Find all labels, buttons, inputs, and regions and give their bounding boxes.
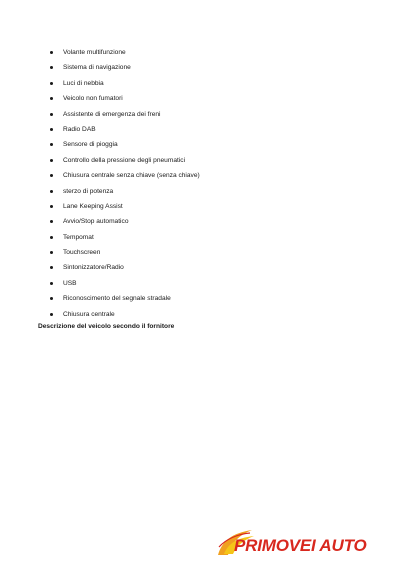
- bullet-icon: [50, 128, 53, 131]
- feature-label: Controllo della pressione degli pneumatici: [63, 156, 186, 164]
- feature-label: Riconoscimento del segnale stradale: [63, 295, 171, 303]
- feature-label: Touchscreen: [63, 249, 101, 257]
- feature-item: [50, 91, 200, 106]
- bullet-icon: [50, 297, 53, 300]
- logo-text: PRIMOVEI AUTO: [234, 536, 367, 555]
- bullet-icon: [50, 190, 53, 193]
- feature-item: [50, 153, 200, 168]
- feature-item: [50, 199, 200, 214]
- feature-label: Luci di nebbia: [63, 79, 104, 87]
- feature-item: [50, 122, 200, 137]
- bullet-icon: [50, 51, 53, 54]
- feature-item: [50, 76, 200, 91]
- feature-item: [50, 184, 200, 199]
- bullet-icon: [50, 251, 53, 254]
- bullet-icon: [50, 97, 53, 100]
- bullet-icon: [50, 82, 53, 85]
- feature-label: Tempomat: [63, 233, 94, 241]
- feature-label: Avvio/Stop automatico: [63, 218, 129, 226]
- feature-label: Volante multifunzione: [63, 49, 126, 56]
- feature-item: [50, 214, 200, 229]
- primovei-auto-logo: [216, 527, 368, 559]
- feature-list: [50, 45, 200, 322]
- feature-label: Radio DAB: [63, 125, 96, 133]
- feature-label: Sensore di pioggia: [63, 141, 118, 149]
- bullet-icon: [50, 143, 53, 146]
- feature-item: [50, 230, 200, 245]
- bullet-icon: [50, 66, 53, 69]
- bullet-icon: [50, 220, 53, 223]
- feature-item: [50, 45, 200, 60]
- feature-label: Assistente di emergenza dei freni: [63, 110, 161, 118]
- feature-item: [50, 276, 200, 291]
- bullet-icon: [50, 236, 53, 239]
- feature-item: [50, 291, 200, 306]
- feature-item: [50, 137, 200, 152]
- section-heading: Descrizione del veicolo secondo il fornitore: [38, 323, 175, 330]
- feature-label: Veicolo non fumatori: [63, 95, 123, 103]
- bullet-icon: [50, 174, 53, 177]
- feature-label: Sistema di navigazione: [63, 64, 131, 72]
- bullet-icon: [50, 282, 53, 285]
- feature-label: Chiusura centrale: [63, 310, 115, 318]
- bullet-icon: [50, 313, 53, 316]
- bullet-icon: [50, 266, 53, 269]
- feature-label: Sintonizzatore/Radio: [63, 264, 124, 272]
- feature-label: sterzo di potenza: [63, 187, 114, 195]
- bullet-icon: [50, 205, 53, 208]
- feature-label: Lane Keeping Assist: [63, 202, 123, 210]
- feature-item: [50, 245, 200, 260]
- bullet-icon: [50, 113, 53, 116]
- bullet-icon: [50, 159, 53, 162]
- feature-label: Chiusura centrale senza chiave (senza chiave): [63, 172, 200, 180]
- feature-item: [50, 260, 200, 275]
- feature-item: [50, 168, 200, 183]
- feature-item: [50, 307, 200, 322]
- feature-item: [50, 60, 200, 75]
- feature-label: USB: [63, 279, 77, 287]
- feature-item: [50, 107, 200, 122]
